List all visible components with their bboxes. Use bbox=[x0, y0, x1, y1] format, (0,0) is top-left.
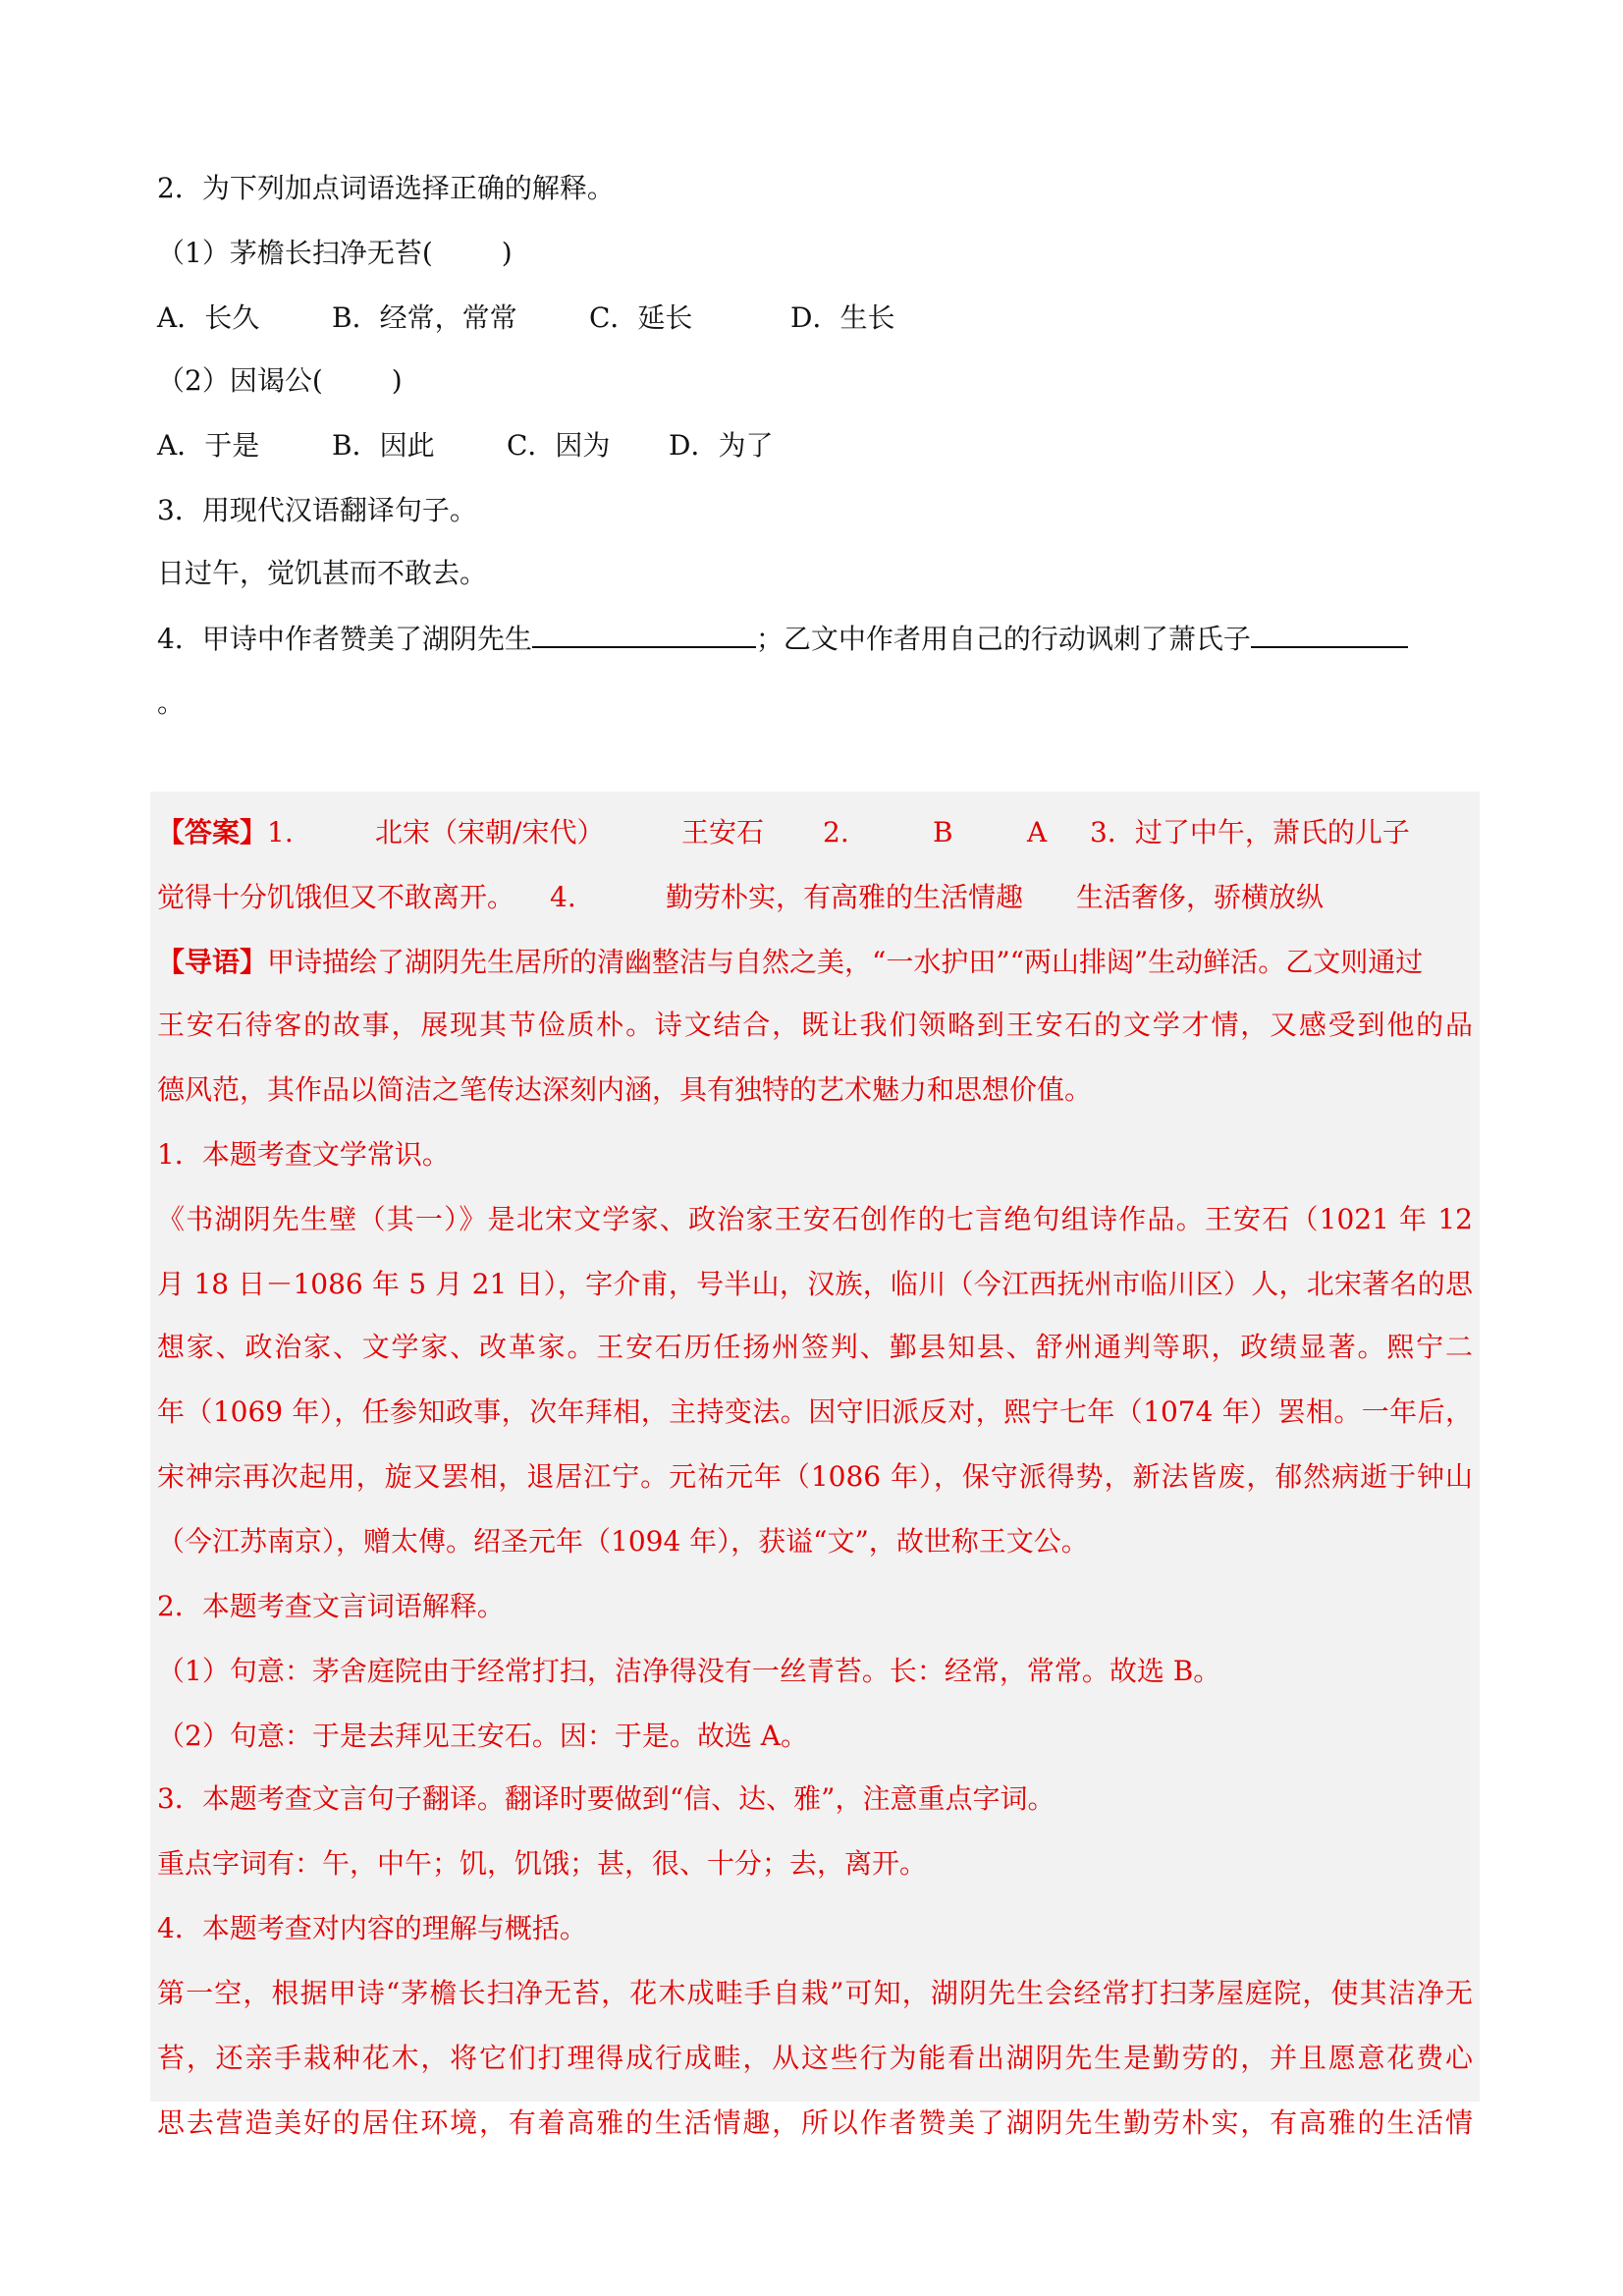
answer-panel bbox=[150, 792, 1480, 2102]
question-2-title: 2．为下列加点词语选择正确的解释。 bbox=[157, 172, 615, 204]
explanation-1-line: （今江苏南京），赠太傅。绍圣元年（1094 年），获谥“文”，故世称王文公。 bbox=[157, 1525, 1089, 1558]
answer-line-1 bbox=[157, 813, 1410, 852]
explanation-1-line: 月 18 日－1086 年 5 月 21 日），字介甫，号半山，汉族，临川（今江西抚州市临川区）人，北宋著名的思 bbox=[157, 1268, 1473, 1300]
option-a: A．长久 bbox=[157, 301, 260, 334]
answer-item: 生活奢侈，骄横放纵 bbox=[1076, 881, 1325, 913]
explanation-4-line: 第一空，根据甲诗“茅檐长扫净无苔，花木成畦手自栽”可知，湖阴先生会经常打扫茅屋庭院，使其洁净无 bbox=[157, 1977, 1473, 2009]
fill-blank-2 bbox=[1251, 619, 1408, 648]
answer-item: 2. bbox=[823, 816, 849, 848]
question-2-1 bbox=[157, 234, 513, 273]
option-b: B．因此 bbox=[332, 429, 435, 462]
answer-item: 1. bbox=[267, 816, 294, 848]
question-2-1-prefix: （1）茅檐长扫净无苔( bbox=[157, 237, 433, 269]
answer-item: 4. bbox=[550, 881, 576, 913]
guide-line-2: 王安石待客的故事，展现其节俭质朴。诗文结合，既让我们领略到王安石的文学才情，又感受到他的品 bbox=[157, 1009, 1473, 1041]
question-3-title: 3．用现代汉语翻译句子。 bbox=[157, 494, 477, 526]
explanation-4-line: 思去营造美好的居住环境，有着高雅的生活情趣，所以作者赞美了湖阴先生勤劳朴实，有高雅的生活情 bbox=[157, 2106, 1473, 2139]
explanation-4-line: 苔，还亲手栽种花木，将它们打理得成行成畦，从这些行为能看出湖阴先生是勤劳的，并且愿意花费心 bbox=[157, 2042, 1473, 2074]
explanation-2-1: （1）句意：茅舍庭院由于经常打扫，洁净得没有一丝青苔。长：经常，常常。故选 B。 bbox=[157, 1655, 1221, 1687]
question-2-2-options bbox=[157, 426, 773, 465]
option-b: B．经常，常常 bbox=[332, 301, 517, 334]
question-2-2-suffix: ) bbox=[391, 364, 403, 397]
answer-item: 觉得十分饥饿但又不敢离开。 bbox=[157, 881, 515, 913]
answer-item: 勤劳朴实，有高雅的生活情趣 bbox=[666, 881, 1024, 913]
explanation-3-title: 3．本题考查文言句子翻译。翻译时要做到“信、达、雅”，注意重点字词。 bbox=[157, 1782, 1055, 1815]
question-2-1-options bbox=[157, 299, 894, 338]
option-d: D．为了 bbox=[669, 429, 774, 462]
question-4-end: 。 bbox=[157, 686, 186, 719]
explanation-2-title: 2．本题考查文言词语解释。 bbox=[157, 1590, 505, 1622]
explanation-1-line: 年（1069 年），任参知政事，次年拜相，主持变法。因守旧派反对，熙宁七年（1074 年）罢相。一年后， bbox=[157, 1395, 1473, 1428]
explanation-2-2: （2）句意：于是去拜见王安石。因：于是。故选 A。 bbox=[157, 1720, 808, 1752]
guide-label: 【导语】 bbox=[157, 946, 268, 978]
answer-item: 王安石 bbox=[681, 816, 765, 848]
option-c: C．延长 bbox=[589, 301, 693, 334]
question-4 bbox=[157, 619, 1408, 659]
question-4-part2: ；乙文中作者用自己的行动讽刺了萧氏子 bbox=[755, 623, 1251, 655]
answer-item: B bbox=[933, 816, 953, 848]
explanation-3-line: 重点字词有：午，中午；饥，饥饿；甚，很、十分；去，离开。 bbox=[157, 1847, 928, 1880]
answer-item: 北宋（宋朝/宋代） bbox=[375, 816, 605, 848]
explanation-1-line: 宋神宗再次起用，旋又罢相，退居江宁。元祐元年（1086 年），保守派得势，新法皆废，郁然病逝于钟山 bbox=[157, 1460, 1473, 1493]
guide-text: 甲诗描绘了湖阴先生居所的清幽整洁与自然之美，“一水护田”“两山排闼”生动鲜活。乙文则通过 bbox=[267, 946, 1424, 978]
question-2-2-prefix: （2）因谒公( bbox=[157, 364, 323, 397]
explanation-1-line: 想家、政治家、文学家、改革家。王安石历任扬州签判、鄞县知县、舒州通判等职，政绩显著。熙宁二 bbox=[157, 1331, 1473, 1363]
explanation-1-title: 1．本题考查文学常识。 bbox=[157, 1138, 450, 1171]
option-a: A．于是 bbox=[157, 429, 260, 462]
option-c: C．因为 bbox=[507, 429, 611, 462]
question-2-1-suffix: ) bbox=[501, 237, 513, 269]
explanation-4-title: 4．本题考查对内容的理解与概括。 bbox=[157, 1912, 587, 1944]
option-d: D．生长 bbox=[790, 301, 895, 334]
explanation-1-line: 《书湖阴先生壁（其一）》是北宋文学家、政治家王安石创作的七言绝句组诗作品。王安石（1021 年 12 bbox=[157, 1203, 1473, 1235]
answer-label: 【答案】 bbox=[157, 816, 268, 848]
question-2-2 bbox=[157, 361, 403, 401]
answer-item: 3．过了中午，萧氏的儿子 bbox=[1090, 816, 1410, 848]
guide-line-1 bbox=[157, 943, 1423, 982]
fill-blank-1 bbox=[532, 619, 756, 648]
guide-line-3: 德风范，其作品以简洁之笔传达深刻内涵，具有独特的艺术魅力和思想价值。 bbox=[157, 1073, 1093, 1106]
question-4-part1: 4．甲诗中作者赞美了湖阴先生 bbox=[157, 623, 532, 655]
answer-line-2 bbox=[157, 878, 1324, 917]
question-3-sentence: 日过午，觉饥甚而不敢去。 bbox=[157, 557, 488, 589]
answer-item: A bbox=[1027, 816, 1048, 848]
